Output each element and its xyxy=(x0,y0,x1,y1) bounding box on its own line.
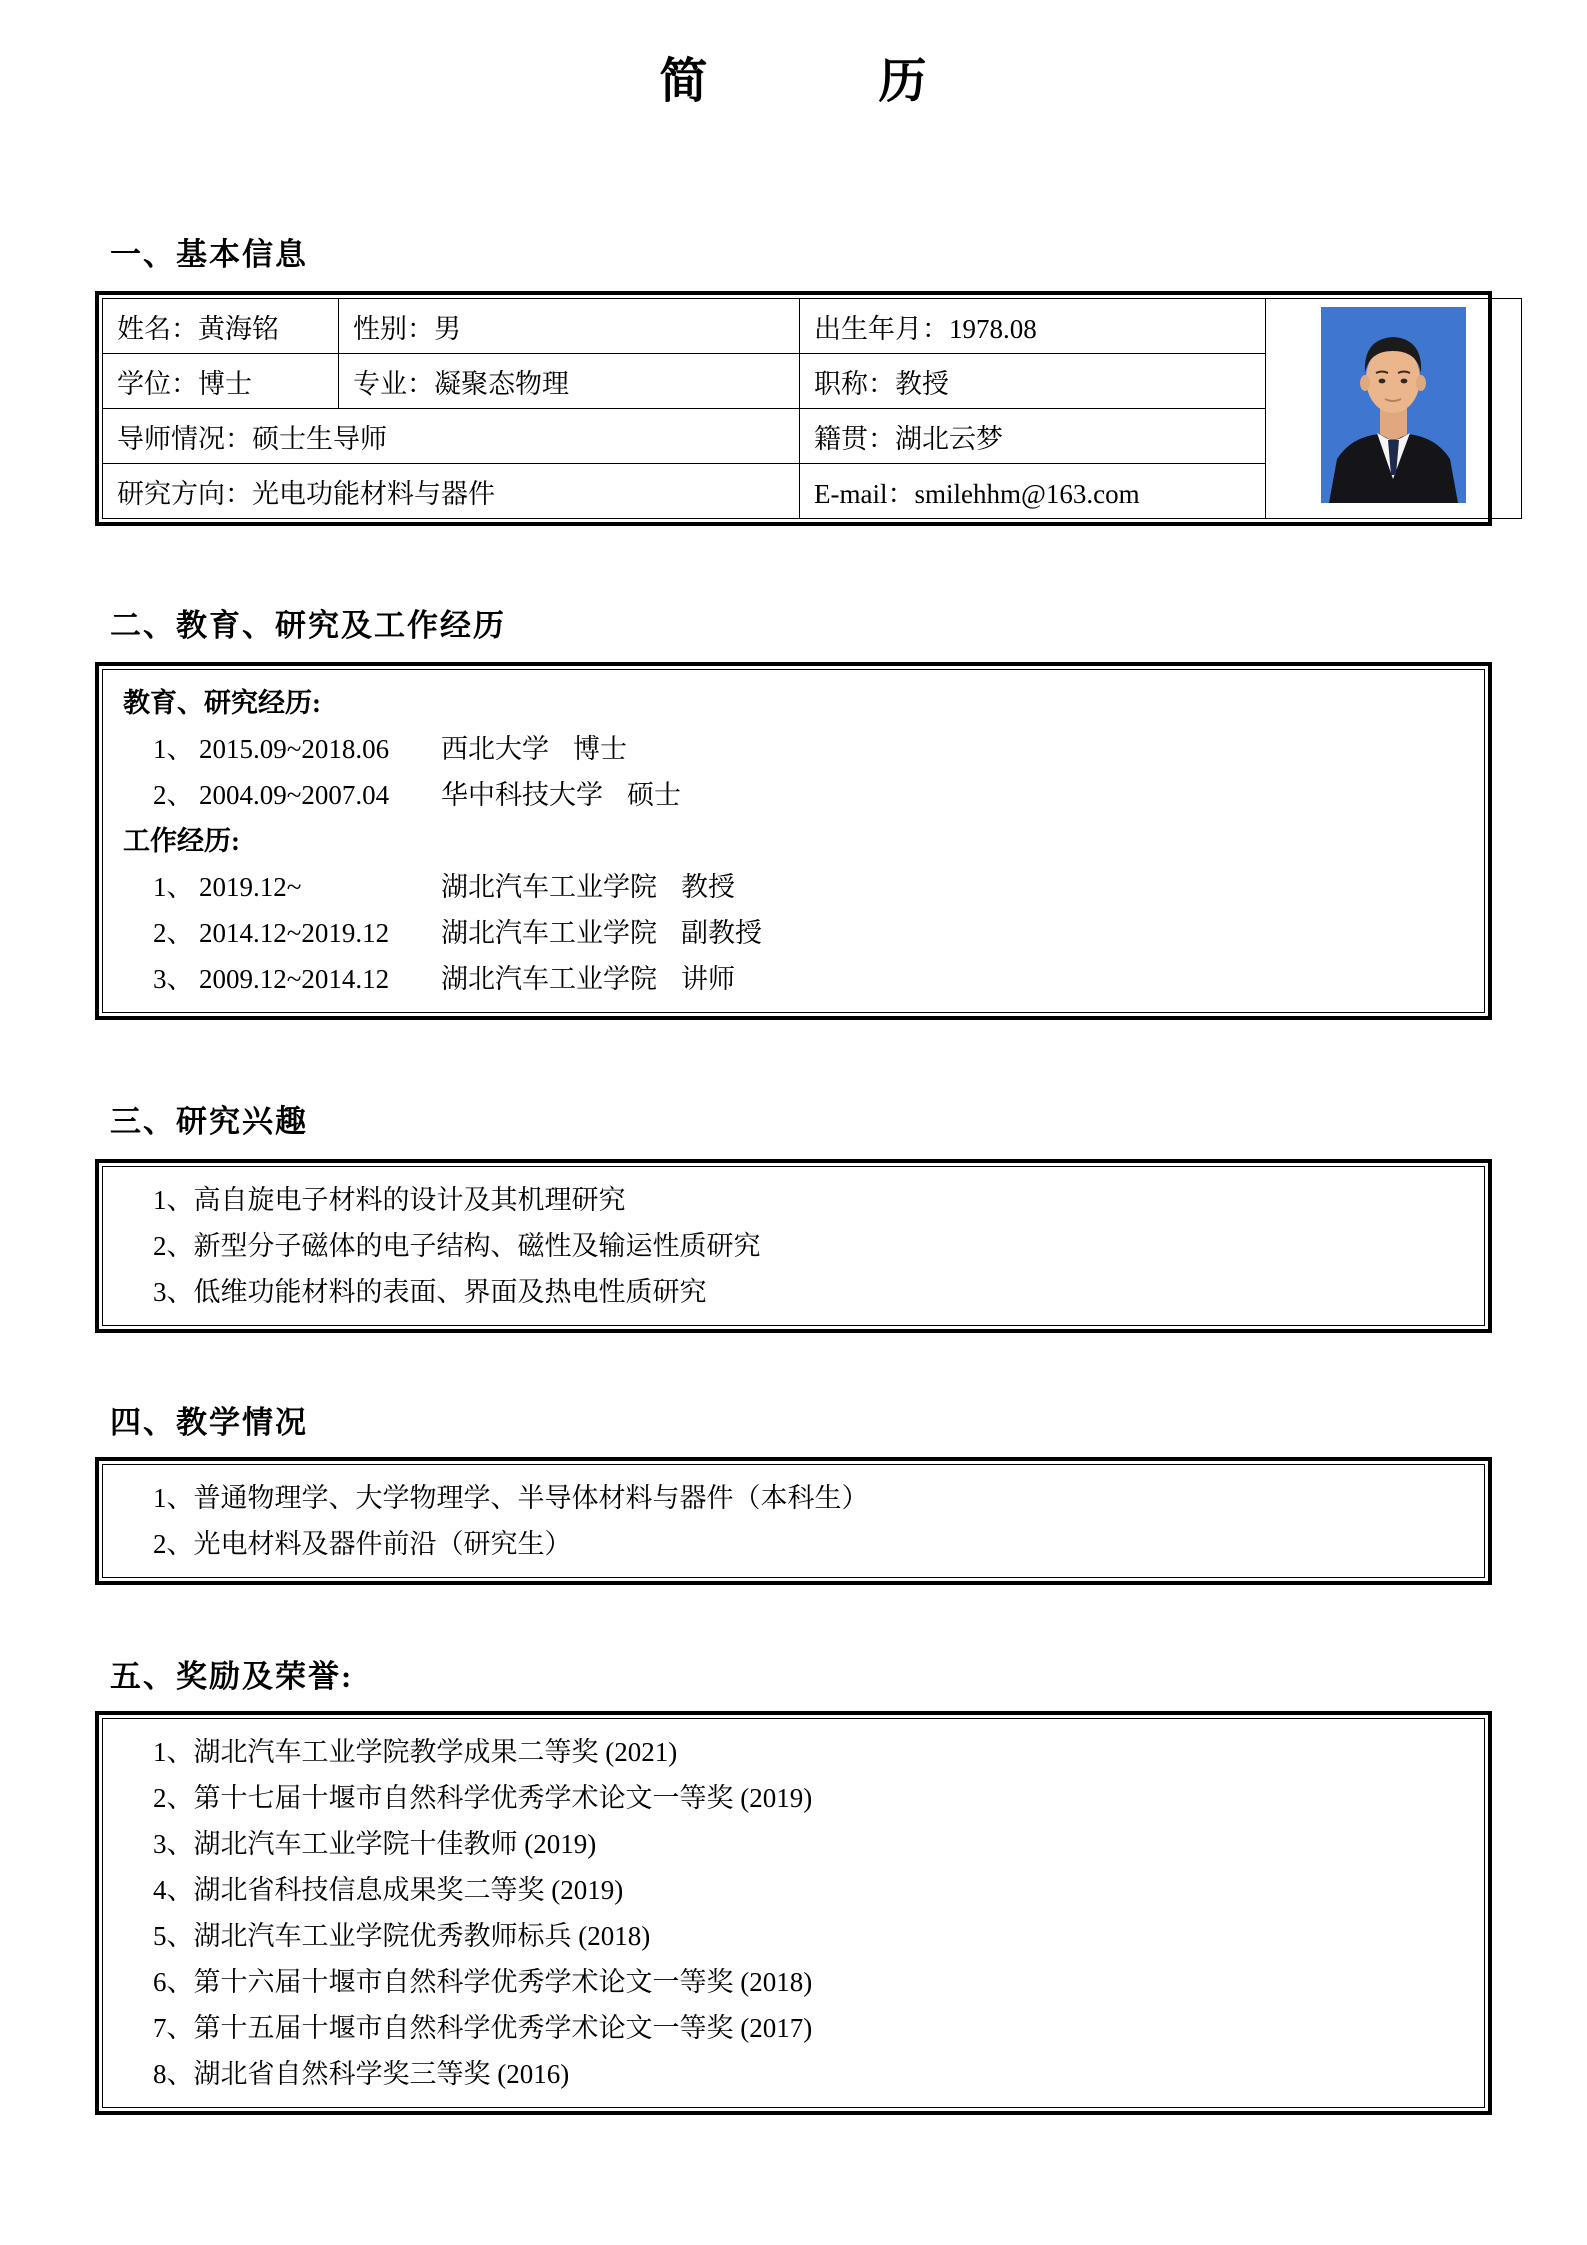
item-number: 2、 xyxy=(153,918,194,949)
cell-major: 专业：凝聚态物理 xyxy=(339,354,800,409)
award-item: 2、第十七届十堰市自然科学优秀学术论文一等奖 (2019) xyxy=(153,1783,813,1814)
teaching-item: 2、光电材料及器件前沿（研究生） xyxy=(153,1528,572,1559)
item-note: 硕士 xyxy=(627,780,681,811)
cell-degree: 学位：博士 xyxy=(103,354,339,409)
award-item: 3、湖北汽车工业学院十佳教师 (2019) xyxy=(153,1829,597,1860)
cell-name: 姓名：黄海铭 xyxy=(103,299,339,354)
award-item: 7、第十五届十堰市自然科学优秀学术论文一等奖 (2017) xyxy=(153,2013,813,2044)
cell-job-title: 职称：教授 xyxy=(800,354,1266,409)
item-note: 教授 xyxy=(681,872,735,903)
education-item xyxy=(123,772,1464,818)
interest-item: 2、新型分子磁体的电子结构、磁性及输运性质研究 xyxy=(153,1230,761,1261)
cell-hometown: 籍贯：湖北云梦 xyxy=(800,409,1266,464)
interests-box-inner xyxy=(102,1166,1485,1326)
item-number: 1、 xyxy=(153,872,194,903)
education-box xyxy=(95,662,1492,1020)
cell-birth: 出生年月：1978.08 xyxy=(800,299,1266,354)
interest-item: 1、高自旋电子材料的设计及其机理研究 xyxy=(153,1184,626,1215)
interests-box xyxy=(95,1159,1492,1333)
cell-email: E-mail：smilehhm@163.com xyxy=(800,464,1266,519)
item-period: 2004.09~2007.04 xyxy=(199,780,390,811)
item-org: 华中科技大学 xyxy=(441,780,603,811)
award-item: 6、第十六届十堰市自然科学优秀学术论文一等奖 (2018) xyxy=(153,1967,813,1998)
item-note: 博士 xyxy=(573,734,627,765)
education-label: 教育、研究经历: xyxy=(123,688,321,719)
work-item xyxy=(123,864,1464,910)
interest-item: 3、低维功能材料的表面、界面及热电性质研究 xyxy=(153,1276,707,1307)
page-title xyxy=(0,0,1587,109)
item-period: 2009.12~2014.12 xyxy=(199,964,390,995)
section-heading-basic-info: 一、基本信息 xyxy=(110,236,308,272)
teaching-item: 1、普通物理学、大学物理学、半导体材料与器件（本科生） xyxy=(153,1482,869,1513)
work-item xyxy=(123,910,1464,956)
award-item: 1、湖北汽车工业学院教学成果二等奖 (2021) xyxy=(153,1737,678,1768)
section-heading-interests: 三、研究兴趣 xyxy=(110,1104,308,1140)
awards-box-inner xyxy=(102,1718,1485,2108)
item-note: 讲师 xyxy=(681,964,735,995)
work-label: 工作经历: xyxy=(123,826,240,857)
education-box-inner xyxy=(102,669,1485,1013)
item-number: 3、 xyxy=(153,964,194,995)
page-title-char-left: 简 xyxy=(659,55,709,108)
item-period: 2019.12~ xyxy=(199,872,302,903)
work-item xyxy=(123,956,1464,1002)
teaching-box xyxy=(95,1457,1492,1585)
id-photo-image xyxy=(1321,307,1466,503)
page-title-char-right: 历 xyxy=(878,55,928,108)
education-item xyxy=(123,726,1464,772)
table-row xyxy=(103,299,1522,354)
photo-cell xyxy=(1266,299,1522,519)
item-number: 1、 xyxy=(153,734,194,765)
award-item: 8、湖北省自然科学奖三等奖 (2016) xyxy=(153,2059,570,2090)
item-note: 副教授 xyxy=(681,918,762,949)
cell-advisor: 导师情况：硕士生导师 xyxy=(103,409,800,464)
award-item: 4、湖北省科技信息成果奖二等奖 (2019) xyxy=(153,1875,624,1906)
item-org: 西北大学 xyxy=(441,734,549,765)
section-heading-education: 二、教育、研究及工作经历 xyxy=(110,608,506,644)
cell-research: 研究方向：光电功能材料与器件 xyxy=(103,464,800,519)
award-item: 5、湖北汽车工业学院优秀教师标兵 (2018) xyxy=(153,1921,651,1952)
item-number: 2、 xyxy=(153,780,194,811)
teaching-box-inner xyxy=(102,1464,1485,1578)
awards-box xyxy=(95,1711,1492,2115)
section-heading-awards: 五、奖励及荣誉: xyxy=(110,1658,354,1694)
item-org: 湖北汽车工业学院 xyxy=(441,872,657,903)
cell-gender: 性别：男 xyxy=(339,299,800,354)
item-period: 2014.12~2019.12 xyxy=(199,918,390,949)
item-period: 2015.09~2018.06 xyxy=(199,734,390,765)
item-org: 湖北汽车工业学院 xyxy=(441,964,657,995)
section-heading-teaching: 四、教学情况 xyxy=(110,1404,308,1440)
item-org: 湖北汽车工业学院 xyxy=(441,918,657,949)
basic-info-box xyxy=(95,291,1492,526)
basic-info-table xyxy=(102,298,1522,519)
